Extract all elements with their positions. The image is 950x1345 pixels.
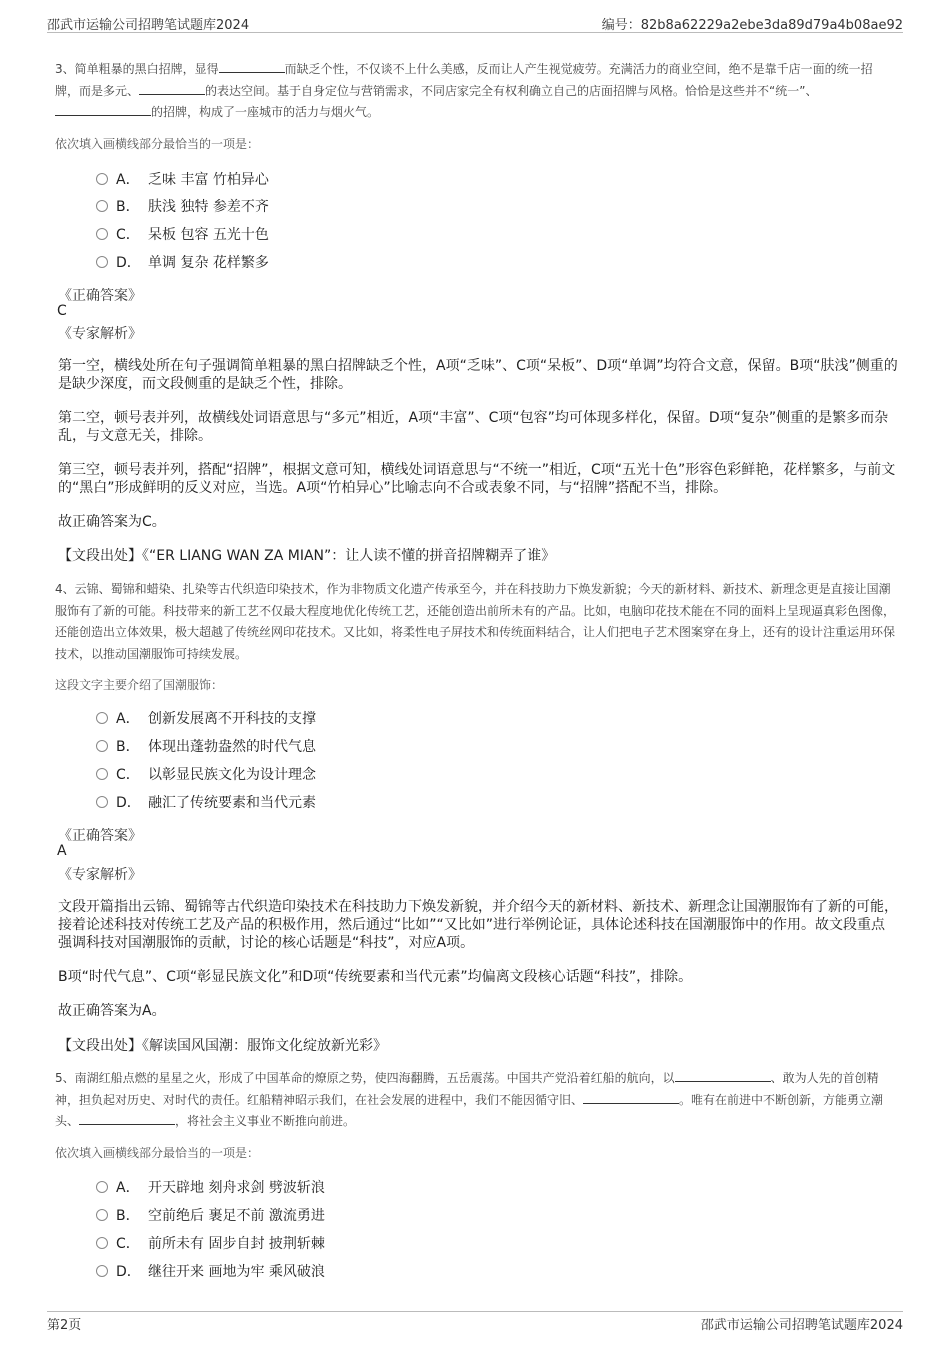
footer-divider: [47, 1311, 903, 1312]
q4-option-d[interactable]: D． 融汇了传统要素和当代元素: [96, 793, 316, 813]
page-number: 第2页: [47, 1318, 82, 1333]
q3-analysis-label: 《专家解析》: [58, 326, 142, 342]
q5-prompt: 依次填入画横线部分最恰当的一项是：: [55, 1146, 260, 1160]
q5-text-4: ，将社会主义事业不断推向前进。: [175, 1114, 356, 1128]
q5-option-d[interactable]: D． 继往开来 画地为牢 乘风破浪: [96, 1262, 325, 1282]
q4-analysis-label: 《专家解析》: [58, 867, 142, 883]
q3-text-1: 3、简单粗暴的黑白招牌，显得: [55, 62, 219, 76]
radio-icon[interactable]: [96, 173, 108, 185]
page-header: [47, 14, 903, 34]
q4-option-c[interactable]: C． 以彰显民族文化为设计理念: [96, 765, 316, 785]
radio-icon[interactable]: [96, 200, 108, 212]
q3-text-4: 的招牌，构成了一座城市的活力与烟火气。: [151, 105, 380, 119]
q3-text-2: 而缺乏个性，不仅谈不上什么美感，反而让人产生视觉疲劳。充满活力的商业空间，绝不是靠千店一面的统一招牌，而是多元、: [55, 62, 873, 98]
q3-text-3: 的表达空间。基于自身定位与营销需求，不同店家完全有权利确立自己的店面招牌与风格。恰恰是这些并不“统一”、: [205, 83, 818, 98]
q3-analysis-p2: 第二空，顿号表并列，故横线处词语意思与“多元”相近，A项“丰富”、C项“包容”均可体现多样化，保留。D项“复杂”侧重的是繁多而杂乱，与文意无关，排除。: [58, 410, 889, 444]
radio-icon[interactable]: [96, 228, 108, 240]
radio-icon[interactable]: [96, 256, 108, 268]
q3-analysis-p4: 故正确答案为C。: [58, 514, 166, 530]
radio-icon[interactable]: [96, 1265, 108, 1277]
footer-title: 邵武市运输公司招聘笔试题库2024: [700, 1318, 903, 1333]
header-title: 邵武市运输公司招聘笔试题库2024: [47, 18, 250, 33]
blank-2: [583, 1091, 679, 1104]
radio-icon[interactable]: [96, 712, 108, 724]
question-5-stem: [55, 1068, 895, 1133]
q5-option-a[interactable]: A． 开天辟地 刻舟求剑 劈波斩浪: [96, 1178, 325, 1198]
q4-analysis-p2: B项“时代气息”、C项“彰显民族文化”和D项“传统要素和当代元素”均偏离文段核心话题“科技”，排除。: [58, 969, 693, 985]
q4-option-b[interactable]: B． 体现出蓬勃盎然的时代气息: [96, 737, 316, 757]
q3-option-c[interactable]: C． 呆板 包容 五光十色: [96, 225, 269, 245]
q3-option-b[interactable]: B． 肤浅 独特 参差不齐: [96, 197, 269, 217]
q4-analysis-p1: 文段开篇指出云锦、蜀锦等古代织造印染技术在科技助力下焕发新貌，并介绍今天的新材料、新技术、新理念让国潮服饰有了新的可能，接着论述科技对传统工艺及产品的积极作用，然后通过“比如”“又比如”进行举例论证，具体论述科技在国潮服饰中的作用。故文段重点强调科技对国潮服饰的贡献，讨论的核心话题是“科技”，对应A项。: [58, 899, 898, 951]
q3-prompt: 依次填入画横线部分最恰当的一项是：: [55, 137, 260, 151]
question-3-stem: [55, 59, 895, 124]
q4-source: 【文段出处】《解读国风国潮：服饰文化绽放新光彩》: [58, 1038, 387, 1054]
blank-3: [55, 103, 151, 116]
radio-icon[interactable]: [96, 1209, 108, 1221]
q5-text-2: 、敢为人先的首创精神，担负起对历史、对时代的责任。红船精神昭示我们，在社会发展的进程中，我们不能因循守旧、: [55, 1071, 879, 1107]
blank-1: [675, 1069, 771, 1082]
q5-option-c[interactable]: C． 前所未有 固步自封 披荆斩棘: [96, 1234, 325, 1254]
q4-analysis-p3: 故正确答案为A。: [58, 1003, 166, 1019]
q3-analysis-p3: 第三空，顿号表并列，搭配“招牌”，根据文意可知，横线处词语意思与“不统一”相近，C项“五光十色”形容色彩鲜艳，花样繁多，与前文的“黑白”形成鲜明的反义对应，当选。A项“竹柏异心”比喻志向不合或表象不同，与“招牌”搭配不当，排除。: [58, 462, 896, 496]
q3-answer-label: 《正确答案》: [58, 288, 142, 304]
q3-source: 【文段出处】《“ER LIANG WAN ZA MIAN”：让人读不懂的拼音招牌糊弄了谁》: [58, 548, 556, 564]
q3-analysis-p1: 第一空，横线处所在句子强调简单粗暴的黑白招牌缺乏个性，A项“乏味”、C项“呆板”、D项“单调”均符合文意，保留。B项“肤浅”侧重的是缺少深度，而文段侧重的是缺乏个性，排除。: [58, 358, 898, 392]
radio-icon[interactable]: [96, 796, 108, 808]
radio-icon[interactable]: [96, 740, 108, 752]
header-divider: [47, 32, 903, 33]
question-4-stem: 4、云锦、蜀锦和蜡染、扎染等古代织造印染技术，作为非物质文化遗产传承至今，并在科技助力下焕发新貌；今天的新材料、新技术、新理念更是直接让国潮服饰有了新的可能。科技带来的新工艺不仅最大程度地优化传统工艺，还能创造出前所未有的产品。比如，电脑印花技术能在不同的面料上呈现逼真彩色图像，还能创造出立体效果，极大超越了传统丝网印花技术。又比如，将柔性电子屏技术和传统面料结合，让人们把电子艺术图案穿在身上，还有的设计注重运用环保技术，以推动国潮服饰可持续发展。: [55, 582, 896, 661]
q4-prompt: 这段文字主要介绍了国潮服饰：: [55, 678, 224, 692]
radio-icon[interactable]: [96, 1237, 108, 1249]
blank-3: [79, 1112, 175, 1125]
q5-text-1: 5、南湖红船点燃的星星之火，形成了中国革命的燎原之势，使四海翻腾，五岳震荡。中国共产党沿着红船的航向，以: [55, 1071, 675, 1085]
q3-answer: C: [57, 303, 67, 319]
q3-option-d[interactable]: D． 单调 复杂 花样繁多: [96, 253, 269, 273]
radio-icon[interactable]: [96, 1181, 108, 1193]
q4-answer-label: 《正确答案》: [58, 828, 142, 844]
blank-2: [139, 82, 205, 95]
q5-text-3: 。唯有在前进中不断创新，方能勇立潮头、: [55, 1092, 884, 1128]
q4-answer: A: [57, 843, 67, 859]
radio-icon[interactable]: [96, 768, 108, 780]
blank-1: [219, 60, 285, 73]
header-serial: 编号：82b8a62229a2ebe3da89d79a4b08ae92: [601, 18, 903, 33]
q5-option-b[interactable]: B． 空前绝后 裹足不前 激流勇进: [96, 1206, 325, 1226]
q4-option-a[interactable]: A． 创新发展离不开科技的支撑: [96, 709, 316, 729]
q3-option-a[interactable]: A． 乏味 丰富 竹柏异心: [96, 170, 269, 190]
